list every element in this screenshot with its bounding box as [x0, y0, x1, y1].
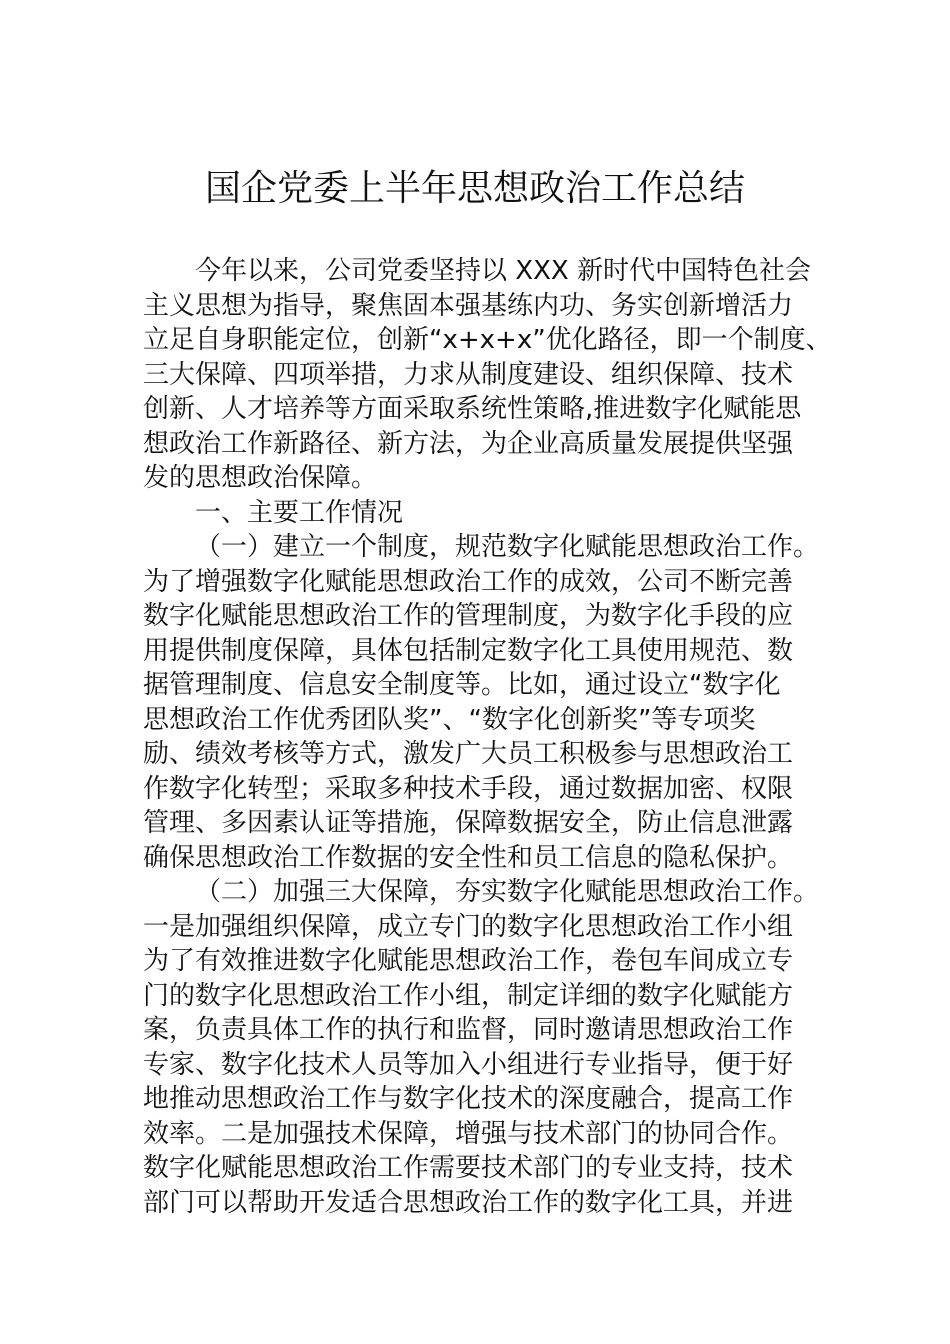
text-line: 管理、多因素认证等措施，保障数据安全，防止信息泄露 — [143, 808, 794, 838]
text-line: 据管理制度、信息安全制度等。比如，通过设立“数字化 — [143, 670, 781, 700]
text-line: 立足自身职能定位，创新“x+x+x”优化路径，即一个制度、 — [143, 325, 832, 355]
document-title: 国企党委上半年思想政治工作总结 — [204, 168, 745, 209]
text-line: 部门可以帮助开发适合思想政治工作的数字化工具，并进 — [143, 1187, 794, 1218]
document-body — [143, 254, 832, 1220]
text-line: 一是加强组织保障，成立专门的数字化思想政治工作小组 — [143, 911, 794, 942]
text-line: 地推动思想政治工作与数字化技术的深度融合，提高工作 — [143, 1084, 794, 1114]
text-line: 三大保障、四项举措，力求从制度建设、组织保障、技术 — [143, 359, 794, 390]
text-line: 作数字化转型；采取多种技术手段，通过数据加密、权限 — [143, 773, 794, 804]
text-line: 为了有效推进数字化赋能思想政治工作，卷包车间成立专 — [143, 946, 794, 976]
text-line: 为了增强数字化赋能思想政治工作的成效，公司不断完善 — [143, 566, 794, 597]
text-line: 主义思想为指导，聚焦固本强基练内功、务实创新增活力 — [143, 290, 794, 321]
text-line: （一）建立一个制度，规范数字化赋能思想政治工作。 — [195, 532, 820, 562]
text-line: 励、绩效考核等方式，激发广大员工积极参与思想政治工 — [143, 739, 794, 769]
text-line: 用提供制度保障，具体包括制定数字化工具使用规范、数 — [143, 635, 794, 666]
text-line: （二）加强三大保障，夯实数字化赋能思想政治工作。 — [195, 877, 820, 907]
text-line: 专家、数字化技术人员等加入小组进行专业指导，便于好 — [143, 1049, 794, 1080]
text-line: 一、主要工作情况 — [195, 497, 404, 528]
text-line: 发的思想政治保障。 — [143, 463, 378, 493]
text-line: 数字化赋能思想政治工作的管理制度，为数字化手段的应 — [143, 601, 794, 631]
text-line: 数字化赋能思想政治工作需要技术部门的专业支持，技术 — [143, 1153, 794, 1183]
text-line: 思想政治工作优秀团队奖”、“数字化创新奖”等专项奖 — [143, 704, 756, 735]
text-line: 创新、人才培养等方面采取系统性策略,推进数字化赋能思 — [143, 394, 802, 424]
text-line: 效率。二是加强技术保障，增强与技术部门的协同合作。 — [143, 1118, 794, 1149]
text-line: 案，负责具体工作的执行和监督，同时邀请思想政治工作 — [143, 1015, 794, 1045]
text-line: 想政治工作新路径、新方法，为企业高质量发展提供坚强 — [143, 428, 794, 459]
text-line: 门的数字化思想政治工作小组，制定详细的数字化赋能方 — [143, 980, 794, 1011]
text-line: 确保思想政治工作数据的安全性和员工信息的隐私保护。 — [143, 842, 794, 873]
text-line: 今年以来，公司党委坚持以 XXX 新时代中国特色社会 — [195, 256, 811, 286]
